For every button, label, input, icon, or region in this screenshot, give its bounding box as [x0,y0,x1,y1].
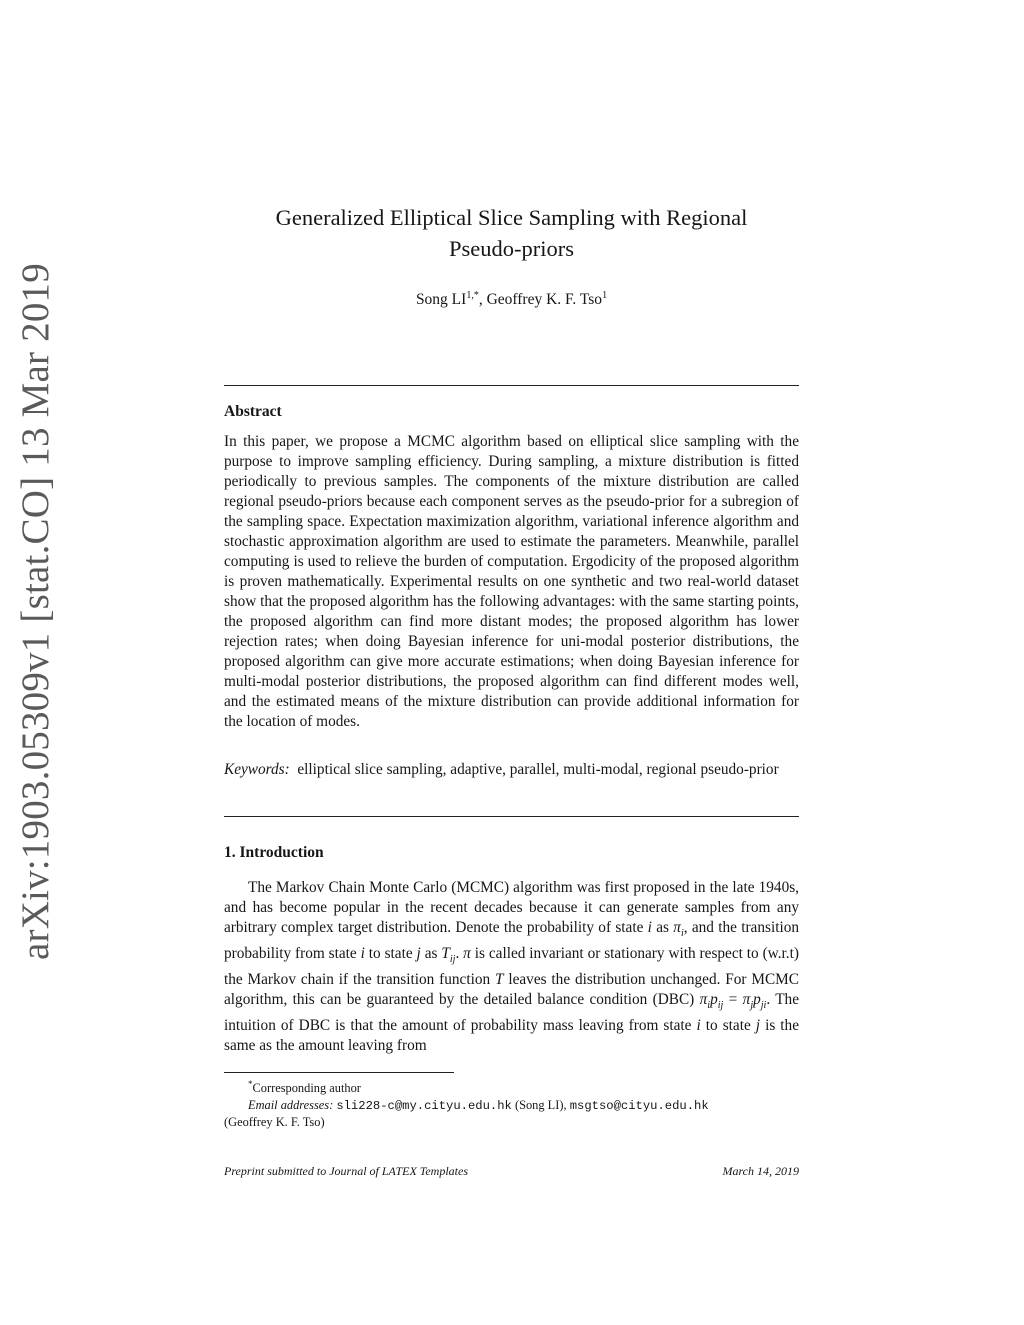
author-separator: , [478,291,487,309]
math-symbol [441,945,456,966]
author-2-affiliation: 1 [602,290,608,301]
abstract-body [224,432,799,732]
author-2: Geoffrey K. F. Tso [486,291,603,309]
intro-text: to state [700,1017,756,1035]
math-base: p [710,991,718,1009]
math-symbol: i [696,1017,701,1035]
math-equals: = [723,991,743,1009]
arxiv-identifier: arXiv:1903.05309v1 [stat.CO] 13 Mar 2019 [14,263,57,960]
abstract-paragraph: In this paper, we propose a MCMC algorithm based on elliptical slice sampling with the purpose to improve sampling efficiency. During sampling, a mixture distribution is fitted periodically to previous samples. The components of the mixture distribution are called regional pseudo-priors because each component serves as the pseudo-prior for a subregion of the sampling space. Expectation maximization algorithm, variational inference algorithm and stochastic approximation algorithm are used to estimate the parameters. Meanwhile, parallel computing is used to relieve the burden of computation. Ergodicity of the proposed algorithm is proven mathematically. Experimental results on one synthetic and two real-world dataset show that the proposed algorithm has the following advantages: with the same starting points, the proposed algorithm can find more distant modes; the proposed algorithm has lower rejection rates; when doing Bayesian inference for uni-modal posterior distributions, the proposed algorithm can give more accurate estimations; when doing Bayesian inference for multi-modal posterior distributions, the proposed algorithm can find different modes well, and the estimated means of the mixture distribution can provide additional information for the location of modes. [224,433,799,730]
math-base: π [742,991,751,1009]
author-1: Song LI [415,291,467,309]
footer-preprint-note: Preprint submitted to Journal of LATEX Templates [224,1164,469,1178]
math-subscript: ij [717,1000,724,1012]
email-link-2[interactable]: msgtso@cityu.edu.hk [569,1098,709,1113]
intro-text: . The intuition of DBC is that the amount of probability mass leaving from state [224,991,799,1035]
abstract-heading: Abstract [224,403,282,420]
author-list [224,290,799,309]
footnote-rule [224,1072,454,1073]
title-line-2: Pseudo-priors [449,236,574,261]
math-base: p [753,991,761,1009]
paper-title [224,202,799,264]
footnote-emails [224,1097,799,1115]
math-subscript: i [707,1000,711,1012]
math-equation [699,991,767,1012]
intro-text: as [651,919,674,936]
math-symbol: π [463,945,471,963]
introduction-body [224,878,799,1056]
footnote-corresponding-text: Corresponding author [252,1081,361,1096]
footnote [224,1076,799,1131]
math-symbol: i [647,919,652,936]
intro-text: to state [364,945,417,963]
footer-date: March 14, 2019 [722,1164,799,1178]
footnote-mark: * [248,1079,253,1089]
intro-text: . [455,945,464,963]
keywords [224,760,799,780]
keywords-label: Keywords: [224,761,290,778]
math-base: π [673,919,681,936]
title-line-1: Generalized Elliptical Slice Sampling with Regional [275,205,748,230]
intro-text: is called invariant or stationary with respect to (w.r.t) the Markov chain if the transition function [224,945,799,989]
intro-text: as [420,945,442,963]
math-subscript: j [750,1000,754,1012]
abstract-bottom-rule [224,816,799,817]
email-label: Email addresses: [248,1097,334,1112]
abstract-top-rule [224,385,799,386]
math-symbol: T [494,971,504,989]
math-subscript: ji [760,1000,767,1012]
section-heading-introduction: 1. Introduction [224,844,324,861]
intro-text: , and the transition probability from state [224,919,799,963]
email-2-owner: (Geoffrey K. F. Tso) [224,1115,325,1130]
math-base: T [441,945,450,963]
math-subscript: ij [449,954,456,966]
math-symbol [673,919,684,940]
email-link-1[interactable]: sli228-c@my.cityu.edu.hk [336,1098,512,1113]
intro-text: is the same as the amount leaving from [224,1017,799,1055]
introduction-paragraph [224,878,799,1056]
keywords-text: elliptical slice sampling, adaptive, parallel, multi-modal, regional pseudo-prior [297,761,779,778]
math-symbol: j [755,1017,761,1035]
math-subscript: i [680,928,684,940]
math-symbol: j [416,945,421,963]
math-base: π [699,991,708,1009]
intro-text: The Markov Chain Monte Carlo (MCMC) algorithm was first proposed in the late 1940s, and has become popular in the recent decades because it can generate samples from any arbitrary complex target distribution. Denote the probability of state [224,879,799,936]
math-symbol: i [360,945,365,963]
intro-text: leaves the distribution unchanged. For MCMC algorithm, this can be guaranteed by the detailed balance condition (DBC) [224,971,799,1009]
author-1-affiliation: 1,* [466,290,479,301]
email-1-owner: (Song LI), [511,1097,570,1112]
footnote-corresponding [224,1076,799,1097]
